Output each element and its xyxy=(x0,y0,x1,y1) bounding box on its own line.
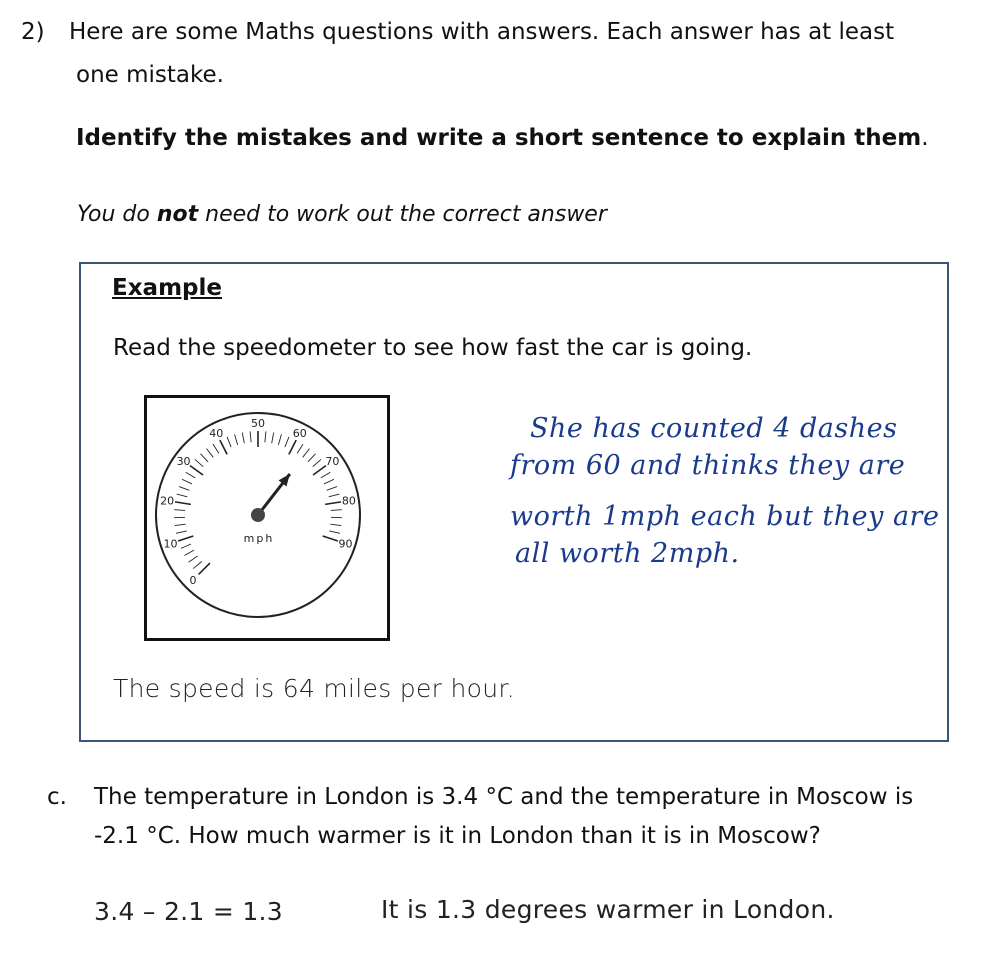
speedometer-label-70: 70 xyxy=(325,454,340,468)
feedback-line-2: from 60 and thinks they are xyxy=(510,450,906,481)
example-question: Read the speedometer to see how fast the car is going. xyxy=(113,335,753,361)
speedometer-label-90: 90 xyxy=(338,537,353,551)
question-intro-line-1: Here are some Maths questions with answers. Each answer has at least xyxy=(69,19,895,45)
speedometer-label-10: 10 xyxy=(163,537,178,551)
speedometer-hub xyxy=(251,508,265,522)
part-c-working: 3.4 – 2.1 = 1.3 xyxy=(94,897,284,926)
feedback-line-3: worth 1mph each but they are xyxy=(510,501,940,532)
part-c-answer: It is 1.3 degrees warmer in London. xyxy=(381,895,835,924)
note-before: You do xyxy=(77,202,157,227)
speedometer-label-30: 30 xyxy=(176,454,191,468)
part-c-question-line-2: -2.1 °C. How much warmer is it in London than it is in Moscow? xyxy=(94,823,821,849)
instruction-period: . xyxy=(921,125,929,151)
note-emphasis: not xyxy=(156,202,199,227)
feedback-line-1: She has counted 4 dashes xyxy=(530,413,898,444)
example-student-answer: The speed is 64 miles per hour. xyxy=(113,674,515,703)
note xyxy=(77,202,607,227)
question-intro-line-2: one mistake. xyxy=(76,62,224,88)
instruction xyxy=(76,125,929,151)
speedometer-image xyxy=(144,395,390,641)
speedometer-label-20: 20 xyxy=(160,494,175,508)
instruction-text: Identify the mistakes and write a short sentence to explain them xyxy=(76,125,922,151)
speedometer-label-80: 80 xyxy=(341,494,356,508)
example-title: Example xyxy=(112,275,222,301)
feedback-line-4: all worth 2mph. xyxy=(515,538,740,569)
speedometer-label-50: 50 xyxy=(251,417,265,430)
speedometer-label-60: 60 xyxy=(292,427,307,441)
question-number: 2) xyxy=(21,19,45,45)
speedometer-unit: mph xyxy=(243,532,275,545)
part-c-label: c. xyxy=(47,784,67,810)
part-c-question-line-1: The temperature in London is 3.4 °C and the temperature in Moscow is xyxy=(94,784,914,810)
speedometer-label-40: 40 xyxy=(209,427,224,441)
note-after: need to work out the correct answer xyxy=(198,202,607,227)
speedometer-label-0: 0 xyxy=(189,574,197,588)
